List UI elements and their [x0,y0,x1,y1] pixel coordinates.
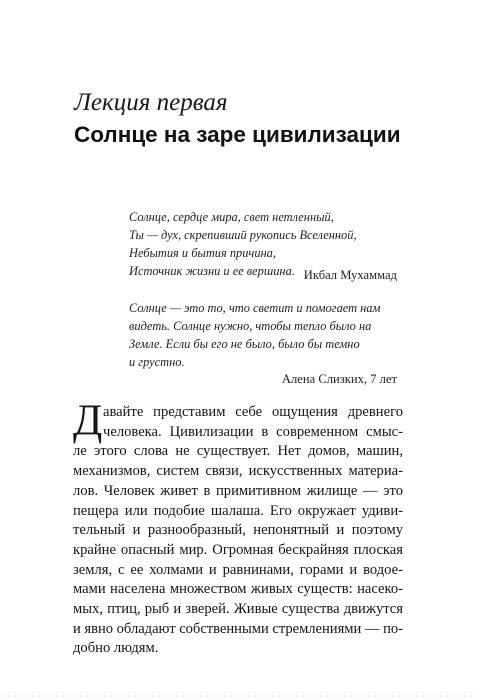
child-quote-author: Алена Слизких, 7 лет [281,372,397,386]
quote-line: и грустно. [129,355,185,369]
poem-line: Небытия и бытия причина, [129,246,276,260]
body-line: мых, птиц, рыб и зверей. Живые существа движутся [73,601,403,618]
body-line: ле этого слова не существует. Нет домов, машин, [73,443,403,460]
lecture-title: Солнце на заре цивилизации [74,122,401,147]
body-line: крайне опасный мир. Огромная бескрайняя плоская [73,541,403,558]
body-line: человека. Цивилизации в современном смыс- [103,423,403,440]
quote-line: Солнце — это то, что светит и помогает нам [129,301,381,315]
body-line: авайте представим себе ощущения древнего [103,404,403,420]
child-quote-epigraph [129,299,399,371]
poem-line: Ты — дух, скрепивший рукопись Вселенной, [129,228,357,242]
body-line: земля, с ее холмами и равнинами, горами и водое- [73,561,403,578]
body-paragraph [73,397,403,659]
poem-author: Икбал Мухаммад [303,268,397,282]
body-line: мами населена множеством живых существ: насеко- [73,581,403,598]
body-line: добно людям. [73,640,159,657]
lecture-label: Лекция первая [74,89,228,116]
body-line: лов. Человек живет в примитивном жилище — это [73,482,403,499]
body-line: и явно обладают собственными стремлениями — по- [73,620,403,637]
drop-cap: Д [73,397,103,444]
scan-edge-artifact [0,694,477,698]
poem-line: Солнце, сердце мира, свет нетленный, [129,210,334,224]
quote-line: Земле. Если бы его не было, было бы темно [129,337,360,351]
body-line: тельный и разнообразный, непонятный и поэтому [73,522,403,539]
quote-line: видеть. Солнце нужно, чтобы тепло было на [129,319,372,333]
body-line: механизмов, систем связи, искусственных материа- [73,463,403,480]
body-line: пещера или подобие шалаша. Его окружает удиви- [73,502,403,519]
poem-line: Источник жизни и ее вершина. [129,264,295,278]
